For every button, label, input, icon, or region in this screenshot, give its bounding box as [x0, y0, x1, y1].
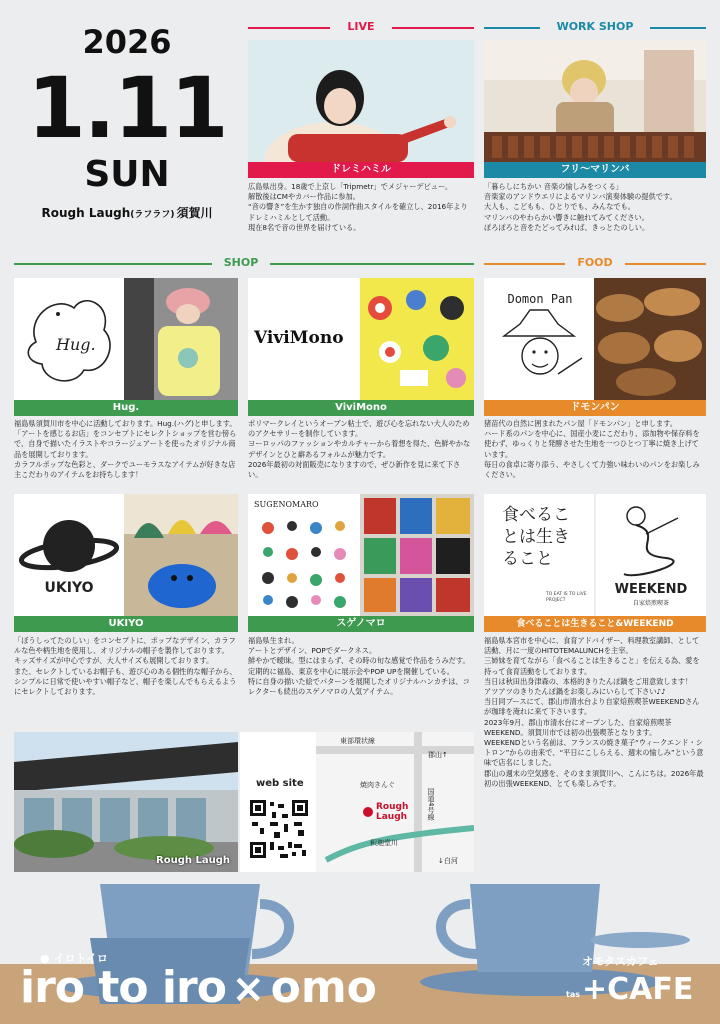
vivimono-logo-panel	[248, 278, 360, 400]
hug-name: Hug.	[14, 400, 238, 416]
venue-name: Rough Laugh	[41, 206, 131, 220]
workshop-name: フリ〜マリンバ	[484, 162, 706, 178]
workshop-photo-illustration	[484, 40, 706, 162]
vivimono-desc: ポリマークレイというオーブン粘土で、遊び心を忘れない大人のためのアクセサリーを制作しています。 ヨーロッパのファッションやカルチャーから着想を得た、色鮮やかなデザインとひと癖あるフォルムが魅力です。 2026年最初の対面販売になりますので、ぜひ新作を見に来て下さい。	[248, 419, 471, 480]
live-photo-illustration	[248, 40, 474, 162]
taberu-logo-panel	[484, 494, 594, 616]
event-weekday: SUN	[84, 154, 170, 195]
venue-photo-caption: Rough Laugh	[156, 855, 230, 866]
food-title: FOOD	[565, 256, 625, 269]
ukiyo-logo-text: UKIYO	[44, 580, 94, 596]
vivimono-name: ViviMono	[248, 400, 474, 416]
vivimono-photo	[360, 278, 474, 400]
venue-photo	[14, 732, 238, 872]
brand-tas: tas	[566, 990, 580, 999]
sugenomaro-logo-panel	[248, 494, 360, 616]
weekend-logo: WEEKEND	[614, 582, 688, 597]
ukiyo-desc: 「ぼうしってたのしい」をコンセプトに、ポップなデザイン、カラフルな色や柄生地を使用し、オリジナルの帽子を製作しております。 キッズサイズが中心ですが、大人サイズも展開しております。 また、セレクトしているお帽子も、遊び心のある個性的な帽子から、シンプルに日常で使いやすい帽子など、帽子を楽しんでもらえるようにセレクトしております。	[14, 636, 237, 697]
taberu-name: 食べることは生きること&WEEKEND	[484, 616, 706, 632]
map-route4: 国道4号線	[427, 788, 435, 821]
access-map	[240, 732, 474, 872]
brand-cafe	[582, 972, 693, 1007]
taberu-logo: 食べることは生きること	[502, 505, 570, 569]
brand-cross: ×	[231, 966, 266, 1012]
weekend-logo-sub: 自家焙煎喫茶	[632, 600, 669, 607]
event-day: 1.11	[27, 59, 227, 157]
hug-logo	[14, 278, 124, 400]
brand-cafe-text: CAFE	[607, 972, 694, 1007]
vivimono-logo: ViviMono	[254, 328, 344, 348]
sugenomaro-photo	[360, 494, 474, 616]
weekend-logo-panel	[596, 494, 706, 616]
domonpan-desc: 猪苗代の自然に囲まれたパン屋「ドモンパン」と申します。 ハード系のパンを中心に、国産小麦にこだわり、添加物や保存料を使わず、ゆっくりと発酵させた生地を一つひとつ丁寧に焼き上げています。 毎日の食卓に寄り添う、やさしくて力強い味わいのパンをお楽しみください。	[484, 419, 700, 480]
domonpan-logo: Domon Pan	[507, 292, 573, 306]
live-name: ドレミハミル	[248, 162, 474, 178]
workshop-title: WORK SHOP	[540, 20, 650, 33]
venue	[14, 204, 240, 221]
venue-kana: (ラフラフ)	[130, 210, 175, 220]
brand-omo: omo	[270, 962, 377, 1013]
event-date	[14, 22, 240, 196]
brand-omotas-kana: オモタスカフェ	[582, 955, 659, 968]
domonpan-photo	[594, 278, 706, 400]
map-river: 釈迦堂川	[370, 839, 398, 847]
ukiyo-name: UKIYO	[14, 616, 238, 632]
hug-logo-text: Hug.	[56, 335, 96, 354]
live-photo	[248, 40, 474, 162]
workshop-photo	[484, 40, 706, 162]
sugenomaro-logo: SUGENOMARO	[254, 500, 319, 509]
taberu-logo-sub: TO EAT IS TO LIVE PROJECT	[546, 592, 587, 603]
map-road-eastring: 東部環状線	[340, 737, 375, 745]
map-yakiniku: 焼肉きんぐ	[360, 781, 395, 789]
hug-photo	[124, 278, 238, 400]
plus-icon: +	[582, 972, 608, 1007]
map-koriyama: 郡山↑	[428, 751, 448, 759]
dot-icon: ●	[40, 952, 50, 965]
website-label: web site	[256, 778, 304, 789]
sugenomaro-illustration	[248, 494, 360, 616]
map-shop-label: Rough Laugh	[376, 802, 409, 822]
taberu-desc: 福島県本宮市を中心に、食育アドバイザー、料理教室講師、として活動、月に一度のHITOTEMALUNCHを主宰。 三姉妹を育てながら「食べることは生きること」を伝える為、愛を持って食育活動をしております。 当日は秋田出身津森の、本格的きりたんぽ鍋をご用意致します！ アツアツのきりたんぽ鍋をお楽しみにいらして下さい♪♪ 当日同ブースにて、郡山市清水台より自家焙煎喫茶WEEKENDさんが珈琲を淹れに来て下さいます。 2023年9月、郡山市清水台にオープンした、自家焙煎喫茶WEEKEND。須賀川市では初の出張喫茶となります。 WEEKENDという名前は、フランスの焼き菓子“ウィークエンド・シトロン”からの由来で、“平日にこしらえる、週末の愉しみ”という意味で店名にしました。 郡山の週末の空気感を、そのまま須賀川へ、こんにちは。2026年最初の出張WEEKEND、とても楽しみです。	[484, 636, 704, 788]
domonpan-logo-panel	[484, 278, 594, 400]
brand-iro: iro to iro	[20, 962, 226, 1013]
sugenomaro-name: スゲノマロ	[248, 616, 474, 632]
hug-desc: 福島県須賀川市を中心に活動しております。Hug.(ハグ)と申します。「アートを感じるお店」をコンセプトにセレクトショップを営む傍らで、自身で描いたイラストやコラージュアートを使ったオリジナル商品を展開しております。 カラフルポップな色彩と、ダークでユーモラスなアイテムが好きな店主こだわりのアイテムをお持ちします！	[14, 419, 237, 480]
ukiyo-photo	[124, 494, 238, 616]
workshop-desc: 「暮らしにちかい 音楽の愉しみをつくる」 音楽家のアンドウエリによるマリンバ演奏体験の提供です。 大人も、こどもも、ひとりでも、みんなでも。 マリンバのやわらかい響きに触れてみてください。 ぽろぽろと音をたどってみれば、きっとたのしい。	[484, 182, 677, 232]
shop-title: SHOP	[212, 256, 270, 269]
sugenomaro-desc: 福島県生まれ。 アートとデザイン、POPでダークネス。 鮮やかで曖昧。型にはまらず、その時の旬な感覚で作品をうみだす。定期的に福島、東京を中心に展示会やPOP UPを開催している。 特に自身の描いた絵でパターンを展開したオリジナルハンカチは、コレクターも続出のスゲノマロの人気アイテム。	[248, 636, 470, 697]
ukiyo-logo-panel	[14, 494, 124, 616]
domonpan-logo-illustration	[484, 278, 594, 400]
brand-logo	[20, 962, 377, 1013]
live-title: LIVE	[330, 20, 392, 33]
hug-logo-panel	[14, 278, 124, 400]
map-shirakawa: ↓白河	[438, 857, 458, 865]
domonpan-name: ドモンパン	[484, 400, 706, 416]
live-desc: 広島県出身。18歳で上京し「Tripmetr」でメジャーデビュー。 解散後はCMやカバー作品に参加。 “音の響き”を生かす独自の作詞作曲スタイルを確立し、2016年よりドレミハミルとして活動。 現在8名で音の世界を届けている。	[248, 182, 468, 232]
venue-city: 須賀川	[176, 206, 213, 220]
ukiyo-logo	[14, 494, 124, 616]
event-year: 2026	[82, 23, 172, 61]
brand-iro-kana-text: イロトイロ	[53, 952, 108, 965]
